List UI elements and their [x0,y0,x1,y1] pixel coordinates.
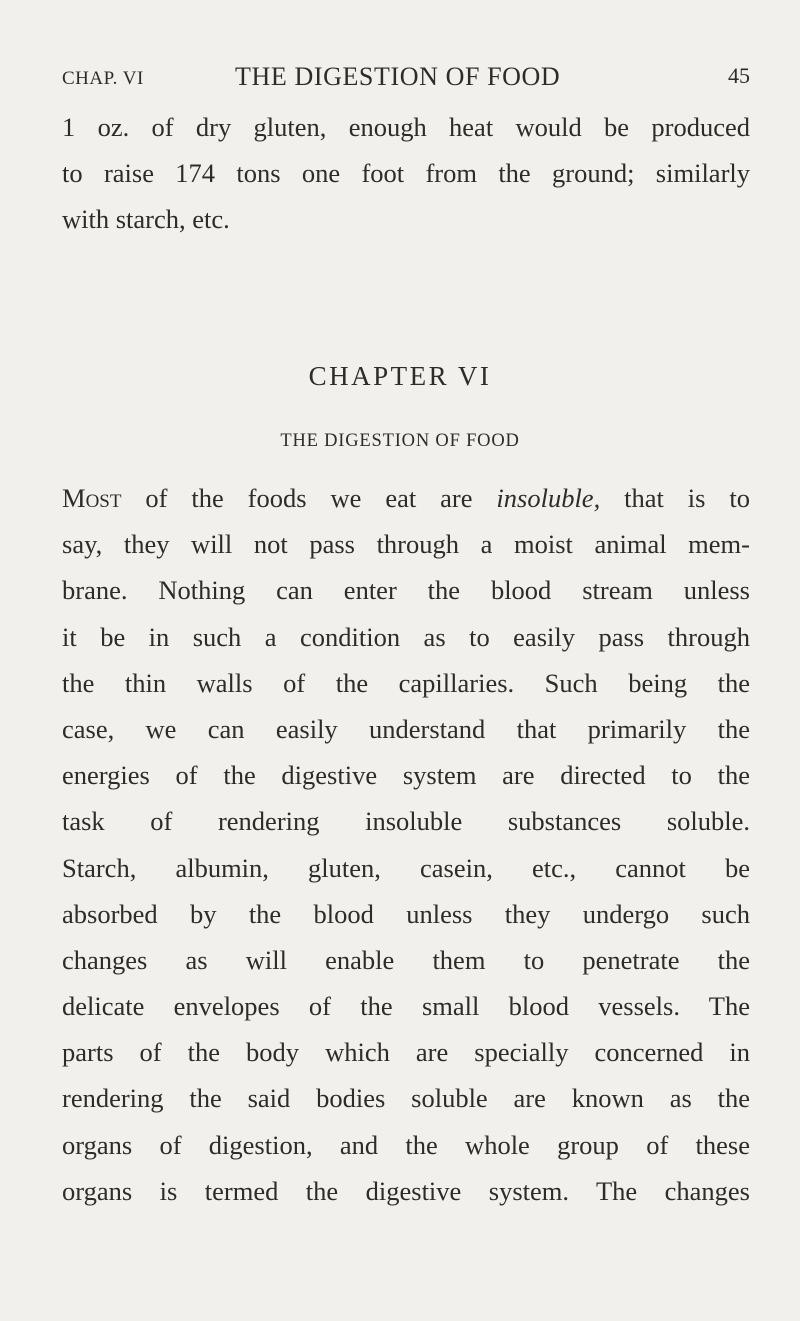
text-line: task of rendering insoluble substances soluble. [62,806,750,837]
text-line: delicate envelopes of the small blood vessels. The [62,991,750,1022]
text-line: with starch, etc. [62,204,230,235]
text-line-first [62,475,750,521]
text-line: brane. Nothing can enter the blood stream unless [62,575,750,606]
continued-paragraph [62,104,750,243]
chapter-subtitle: THE DIGESTION OF FOOD [280,431,520,451]
text-line: case, we can easily understand that primarily the [62,713,750,744]
text-line: the thin walls of the capillaries. Such being the [62,667,750,698]
text-line: Starch, albumin, gluten, casein, etc., cannot be [62,852,750,883]
text-fragment: that is to [600,483,750,513]
chapter-title: CHAPTER VI [308,361,492,391]
italic-term: insoluble, [496,483,601,513]
chapter-label: CHAP. VI [62,68,144,89]
text-line: 1 oz. of dry gluten, enough heat would be produced [62,112,750,142]
chapter-paragraph [62,475,750,1214]
running-head [62,62,750,98]
text-line: energies of the digestive system are directed to the [62,760,750,791]
text-line: organs is termed the digestive system. The changes [62,1175,750,1206]
text-line: say, they will not pass through a moist animal mem- [62,529,750,560]
text-line: it be in such a condition as to easily pass through [62,621,750,652]
text-fragment: of the foods we eat are [121,483,497,513]
opening-word: Most [62,483,122,513]
text-line: absorbed by the blood unless they undergo such [62,898,750,929]
running-title: THE DIGESTION OF FOOD [235,62,561,91]
text-line: organs of digestion, and the whole group of these [62,1129,750,1160]
page-number: 45 [728,63,750,88]
text-line: rendering the said bodies soluble are known as the [62,1083,750,1114]
text-line: parts of the body which are specially concerned in [62,1037,750,1068]
text-line: to raise 174 tons one foot from the ground; similarly [62,158,750,189]
text-line: changes as will enable them to penetrate the [62,944,750,975]
